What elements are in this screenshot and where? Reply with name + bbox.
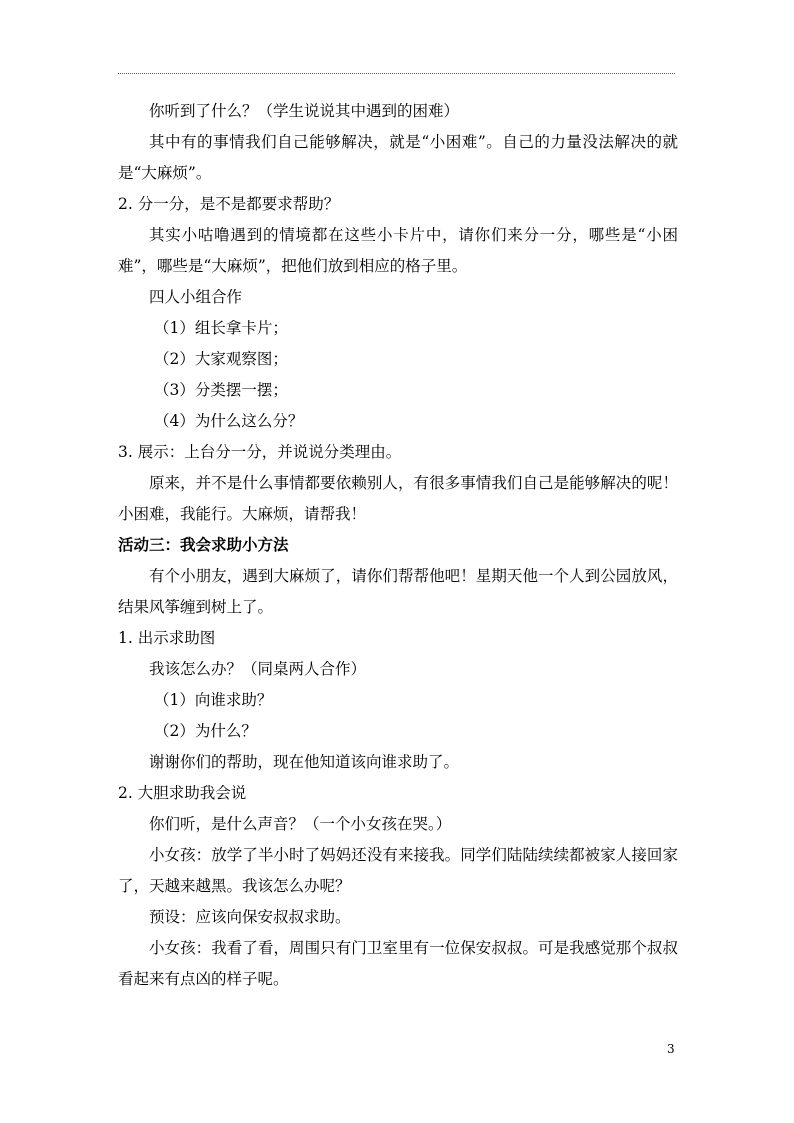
paragraph: 你听到了什么？（学生说说其中遇到的困难）: [149, 102, 460, 120]
header-rule: [118, 73, 675, 74]
list-item: （1）向谁求助？: [154, 691, 273, 709]
list-item: （3）分类摆一摆；: [154, 381, 288, 399]
paragraph: 其中有的事情我们自己能够解决，就是“小困难”。自己的力量没法解决的就是“大麻烦”。: [118, 133, 678, 182]
paragraph: 你们听，是什么声音？（一个小女孩在哭。）: [149, 815, 452, 833]
list-item: （1）组长拿卡片；: [154, 319, 288, 337]
section-heading: 3. 展示：上台分一分，并说说分类理由。: [118, 443, 402, 461]
activity-heading: 活动三：我会求助小方法: [118, 536, 289, 554]
paragraph: 小女孩：我看了看，周围只有门卫室里有一位保安叔叔。可是我感觉那个叔叔看起来有点凶的样子呢。: [118, 939, 678, 988]
paragraph: 我该怎么办？（同桌两人合作）: [149, 660, 367, 678]
list-item: （2）为什么？: [154, 722, 257, 740]
list-item: （4）为什么这么分？: [154, 412, 304, 430]
section-heading: 2. 大胆求助我会说: [118, 784, 247, 802]
paragraph: 其实小咕噜遇到的情境都在这些小卡片中，请你们来分一分，哪些是“小困难”，哪些是“大麻烦”，把他们放到相应的格子里。: [118, 226, 678, 275]
document-body: [118, 96, 678, 995]
list-item: （2）大家观察图；: [154, 350, 288, 368]
paragraph: 有个小朋友，遇到大麻烦了，请你们帮帮他吧！星期天他一个人到公园放风，结果风筝缠到树上了。: [118, 567, 678, 616]
section-heading: 1. 出示求助图: [118, 629, 216, 647]
paragraph: 谢谢你们的帮助，现在他知道该向谁求助了。: [149, 753, 460, 771]
page-number: 3: [667, 1042, 675, 1056]
paragraph: 预设：应该向保安叔叔求助。: [149, 908, 351, 926]
section-heading: 2. 分一分，是不是都要求帮助？: [118, 195, 340, 213]
paragraph: 原来，并不是什么事情都要依赖别人，有很多事情我们自己是能够解决的呢！小困难，我能行。大麻烦，请帮我！: [118, 474, 678, 523]
paragraph: 四人小组合作: [149, 288, 243, 306]
paragraph: 小女孩：放学了半小时了妈妈还没有来接我。同学们陆陆续续都被家人接回家了，天越来越黑。我该怎么办呢？: [118, 846, 678, 895]
